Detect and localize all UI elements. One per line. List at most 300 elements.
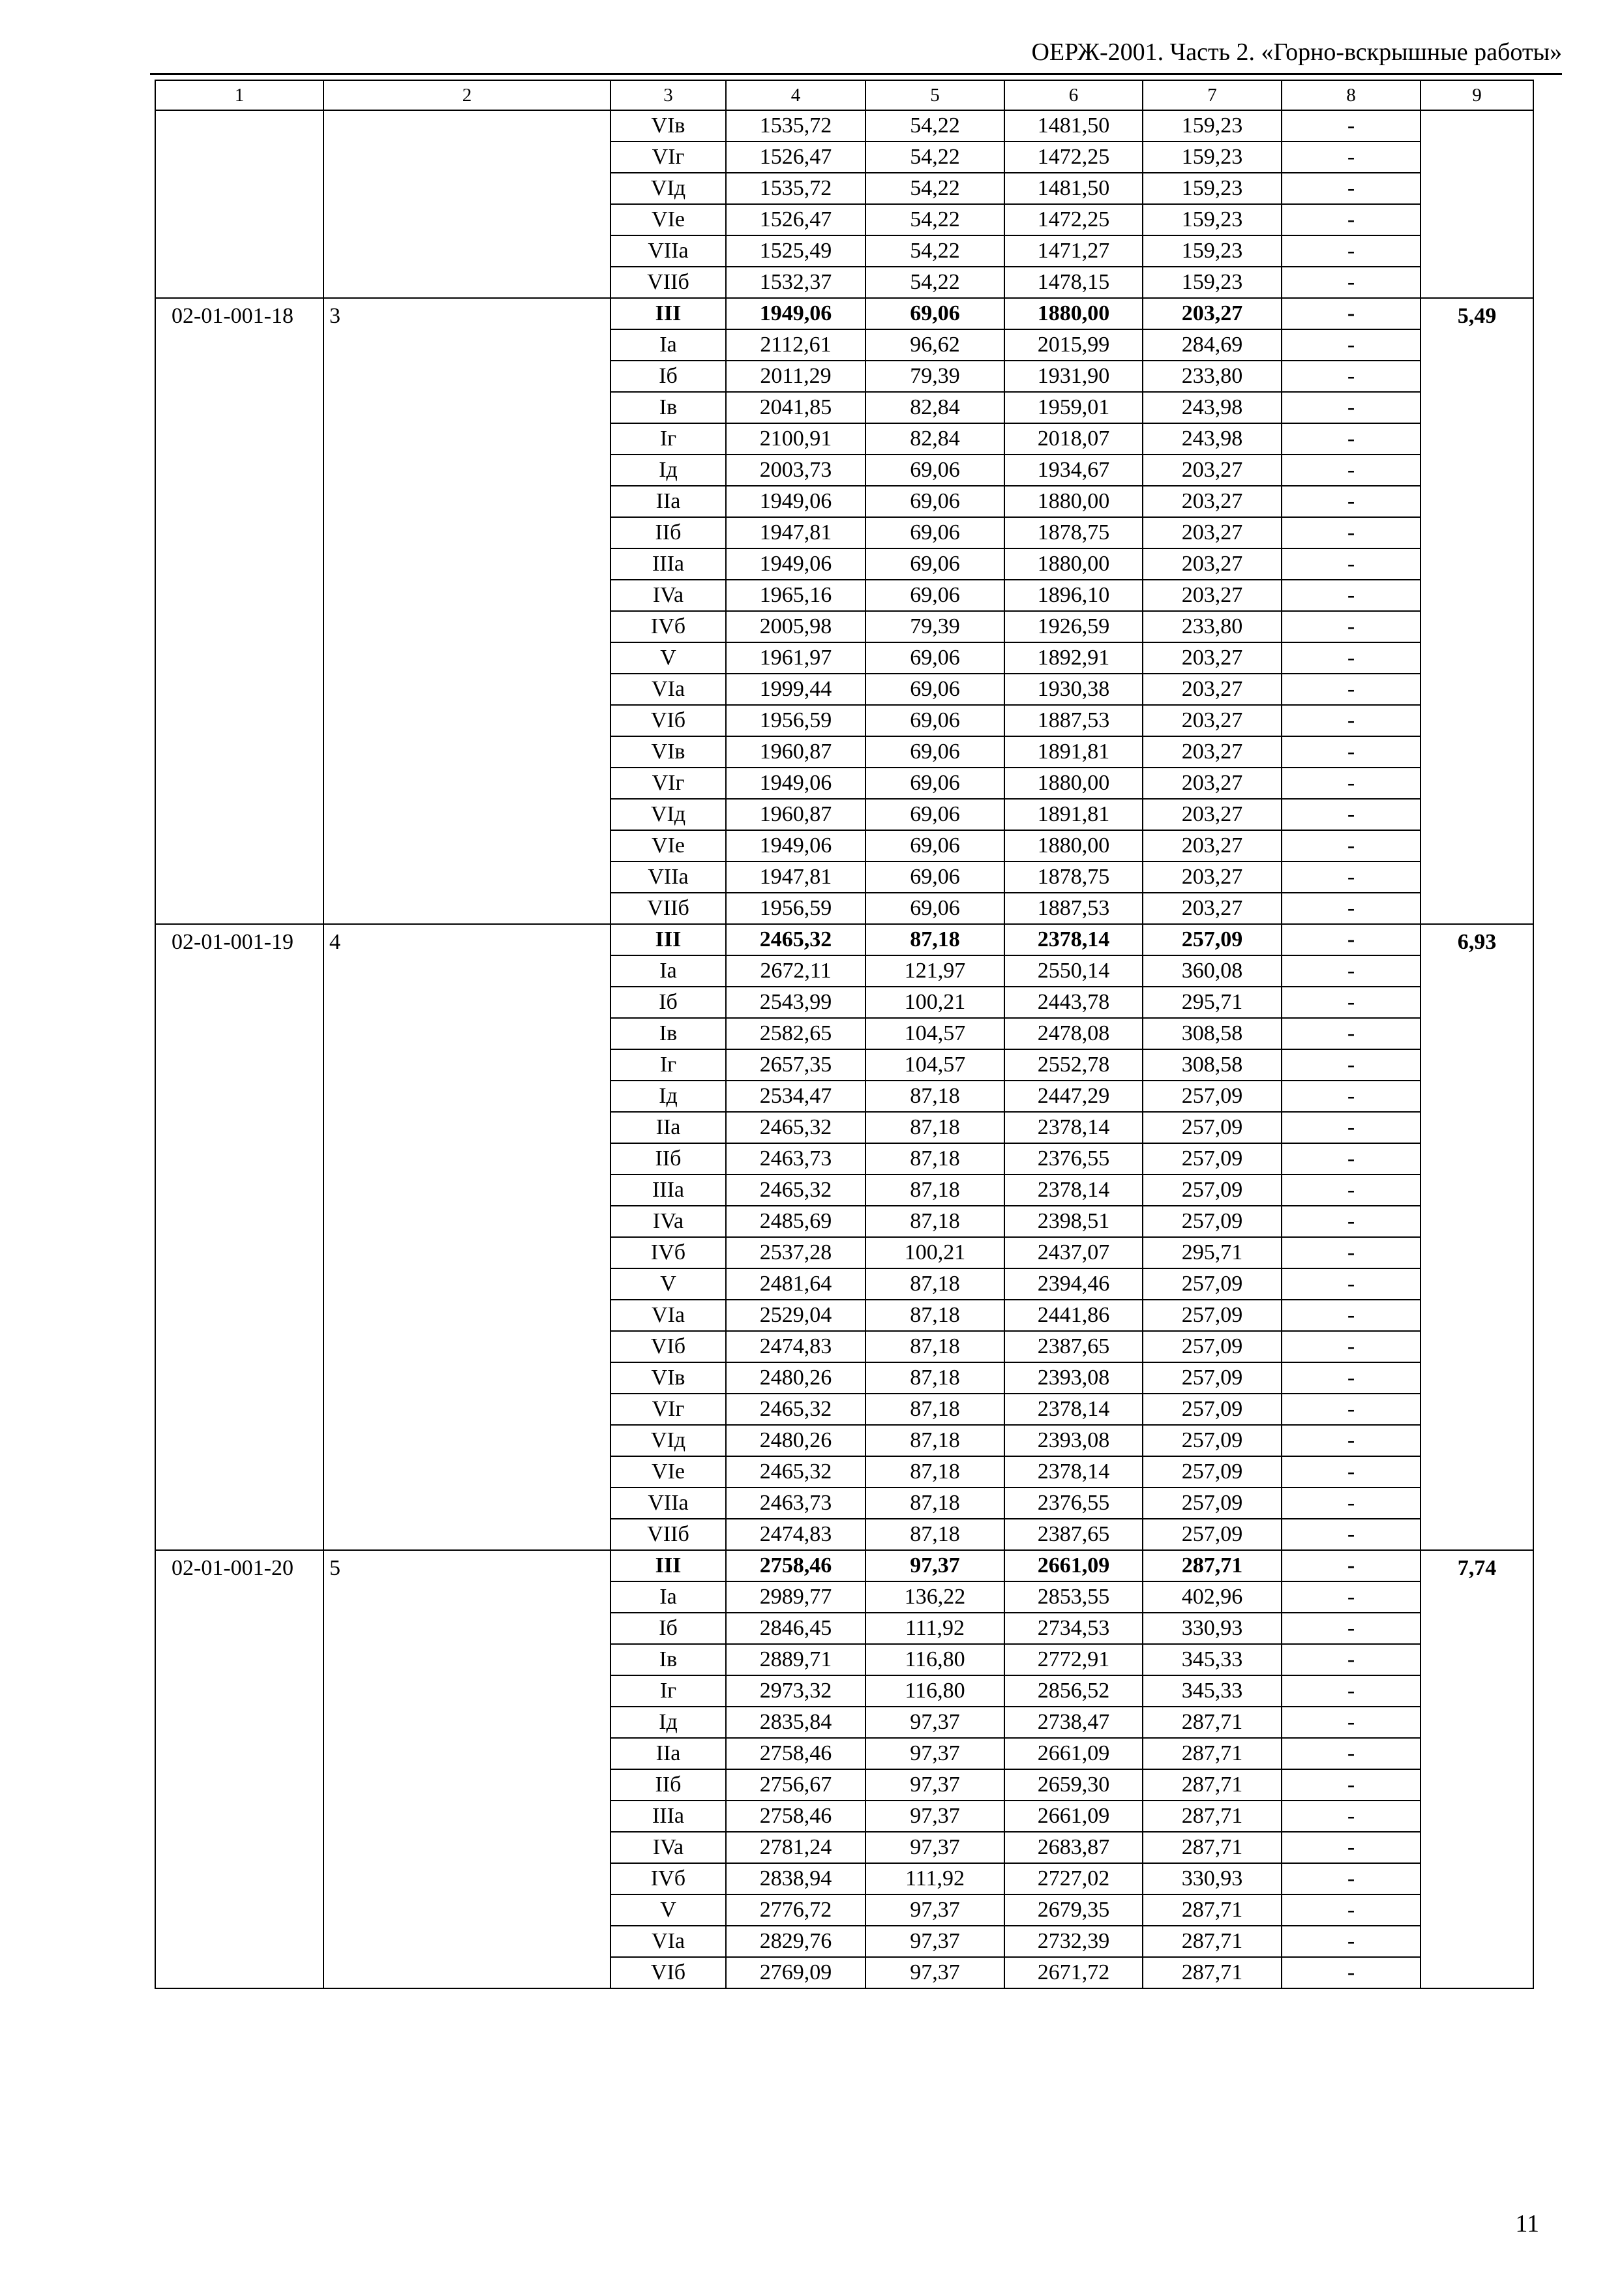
value-cell: 69,06 (865, 768, 1004, 799)
value-cell: - (1282, 392, 1421, 423)
page-header-title: ОЕРЖ-2001. Часть 2. «Горно-вскрышные работы» (1031, 38, 1562, 66)
value-cell: 1535,72 (726, 110, 865, 142)
value-cell: 1532,37 (726, 267, 865, 298)
zone-cell: Iг (610, 423, 726, 455)
zone-cell: VIIб (610, 893, 726, 924)
zone-cell: Iб (610, 361, 726, 392)
value-cell: 87,18 (865, 1488, 1004, 1519)
zone-cell: VIв (610, 110, 726, 142)
value-cell: - (1282, 235, 1421, 267)
zone-cell: IVб (610, 1863, 726, 1894)
rate-code-cell: 02-01-001-20 (155, 1550, 323, 1988)
value-cell: - (1282, 768, 1421, 799)
value-cell: - (1282, 611, 1421, 642)
value-cell: 54,22 (865, 173, 1004, 204)
rates-table (155, 80, 1534, 1989)
value-cell: 116,80 (865, 1644, 1004, 1675)
value-cell: 1956,59 (726, 705, 865, 736)
value-cell: 1931,90 (1004, 361, 1143, 392)
value-cell: 2732,39 (1004, 1926, 1143, 1957)
zone-cell: VIб (610, 705, 726, 736)
page-number: 11 (1515, 2210, 1539, 2237)
value-cell: 287,71 (1143, 1832, 1282, 1863)
zone-cell: IIIa (610, 1174, 726, 1206)
value-cell: 1930,38 (1004, 674, 1143, 705)
value-cell: 1949,06 (726, 768, 865, 799)
column-number-cell: 4 (726, 80, 865, 110)
value-cell: 2856,52 (1004, 1675, 1143, 1707)
zone-cell: VIб (610, 1331, 726, 1362)
value-cell: 257,09 (1143, 1519, 1282, 1550)
value-cell: 2683,87 (1004, 1832, 1143, 1863)
value-cell: 69,06 (865, 642, 1004, 674)
value-cell: 2661,09 (1004, 1801, 1143, 1832)
value-cell: 111,92 (865, 1863, 1004, 1894)
value-cell: 2671,72 (1004, 1957, 1143, 1988)
value-cell: 87,18 (865, 1362, 1004, 1394)
zone-cell: IVa (610, 1206, 726, 1237)
value-cell: 2480,26 (726, 1425, 865, 1456)
value-cell: 69,06 (865, 580, 1004, 611)
value-cell: 402,96 (1143, 1581, 1282, 1613)
value-cell: 2387,65 (1004, 1331, 1143, 1362)
column-number-cell: 5 (865, 80, 1004, 110)
value-cell: 287,71 (1143, 1550, 1282, 1581)
value-cell: - (1282, 1957, 1421, 1988)
value-cell: - (1282, 642, 1421, 674)
total-cell: 6,93 (1421, 924, 1533, 1550)
value-cell: 54,22 (865, 204, 1004, 235)
value-cell: 345,33 (1143, 1644, 1282, 1675)
zone-cell: V (610, 1268, 726, 1300)
value-cell: 1535,72 (726, 173, 865, 204)
value-cell: 295,71 (1143, 1237, 1282, 1268)
value-cell: 2734,53 (1004, 1613, 1143, 1644)
value-cell: - (1282, 329, 1421, 361)
value-cell: 203,27 (1143, 830, 1282, 861)
value-cell: 1481,50 (1004, 110, 1143, 142)
zone-cell: VIIa (610, 861, 726, 893)
value-cell: 2769,09 (726, 1957, 865, 1988)
zone-cell: IIa (610, 1738, 726, 1769)
rate-count-cell: 5 (323, 1550, 610, 1988)
zone-cell: VIд (610, 1425, 726, 1456)
value-cell: 87,18 (865, 1519, 1004, 1550)
value-cell: - (1282, 674, 1421, 705)
value-cell: - (1282, 267, 1421, 298)
value-cell: 203,27 (1143, 298, 1282, 329)
zone-cell: Ia (610, 1581, 726, 1613)
zone-cell: VIa (610, 674, 726, 705)
value-cell: 2011,29 (726, 361, 865, 392)
value-cell: 2529,04 (726, 1300, 865, 1331)
value-cell: 69,06 (865, 517, 1004, 548)
value-cell: 2657,35 (726, 1049, 865, 1081)
value-cell: 203,27 (1143, 736, 1282, 768)
value-cell: 2112,61 (726, 329, 865, 361)
zone-cell: Iд (610, 1081, 726, 1112)
rate-count-cell (323, 110, 610, 298)
zone-cell: VIв (610, 736, 726, 768)
zone-cell: IIIa (610, 1801, 726, 1832)
zone-cell: VIг (610, 142, 726, 173)
value-cell: - (1282, 1018, 1421, 1049)
value-cell: 2465,32 (726, 1112, 865, 1143)
value-cell: 257,09 (1143, 1331, 1282, 1362)
value-cell: 2441,86 (1004, 1300, 1143, 1331)
value-cell: 287,71 (1143, 1957, 1282, 1988)
value-cell: 1891,81 (1004, 736, 1143, 768)
value-cell: 1880,00 (1004, 298, 1143, 329)
value-cell: 330,93 (1143, 1613, 1282, 1644)
value-cell: 257,09 (1143, 1300, 1282, 1331)
value-cell: 2393,08 (1004, 1425, 1143, 1456)
column-number-cell: 2 (323, 80, 610, 110)
zone-cell: IVa (610, 1832, 726, 1863)
value-cell: 2534,47 (726, 1081, 865, 1112)
value-cell: 203,27 (1143, 893, 1282, 924)
value-cell: 257,09 (1143, 1362, 1282, 1394)
zone-cell: IIIa (610, 548, 726, 580)
value-cell: 2465,32 (726, 924, 865, 955)
zone-cell: IIб (610, 1143, 726, 1174)
value-cell: 2776,72 (726, 1894, 865, 1926)
value-cell: 1878,75 (1004, 517, 1143, 548)
value-cell: 2537,28 (726, 1237, 865, 1268)
value-cell: 2378,14 (1004, 1174, 1143, 1206)
value-cell: 257,09 (1143, 1081, 1282, 1112)
value-cell: - (1282, 361, 1421, 392)
value-cell: 203,27 (1143, 705, 1282, 736)
value-cell: 1947,81 (726, 861, 865, 893)
zone-cell: VIг (610, 1394, 726, 1425)
zone-cell: VIe (610, 1456, 726, 1488)
zone-cell: IVб (610, 1237, 726, 1268)
value-cell: - (1282, 1926, 1421, 1957)
value-cell: 87,18 (865, 1268, 1004, 1300)
zone-cell: IIa (610, 486, 726, 517)
value-cell: 2376,55 (1004, 1488, 1143, 1519)
zone-cell: VIIб (610, 1519, 726, 1550)
zone-cell: Iд (610, 1707, 726, 1738)
value-cell: 111,92 (865, 1613, 1004, 1644)
value-cell: 2853,55 (1004, 1581, 1143, 1613)
table-row (155, 298, 1533, 329)
value-cell: 2679,35 (1004, 1894, 1143, 1926)
value-cell: - (1282, 517, 1421, 548)
value-cell: - (1282, 1644, 1421, 1675)
value-cell: 1880,00 (1004, 830, 1143, 861)
value-cell: 203,27 (1143, 486, 1282, 517)
value-cell: 1949,06 (726, 830, 865, 861)
value-cell: 233,80 (1143, 611, 1282, 642)
value-cell: 2661,09 (1004, 1738, 1143, 1769)
value-cell: 257,09 (1143, 1112, 1282, 1143)
value-cell: - (1282, 799, 1421, 830)
zone-cell: VIг (610, 768, 726, 799)
value-cell: 69,06 (865, 705, 1004, 736)
value-cell: - (1282, 1394, 1421, 1425)
zone-cell: IIб (610, 1769, 726, 1801)
value-cell: 97,37 (865, 1707, 1004, 1738)
column-number-cell: 9 (1421, 80, 1533, 110)
value-cell: 2480,26 (726, 1362, 865, 1394)
value-cell: 1880,00 (1004, 486, 1143, 517)
zone-cell: IIa (610, 1112, 726, 1143)
value-cell: - (1282, 1769, 1421, 1801)
value-cell: 2973,32 (726, 1675, 865, 1707)
zone-cell: VIe (610, 830, 726, 861)
value-cell: 287,71 (1143, 1894, 1282, 1926)
value-cell: 159,23 (1143, 110, 1282, 142)
column-number-cell: 6 (1004, 80, 1143, 110)
value-cell: 97,37 (865, 1957, 1004, 1988)
value-cell: 121,97 (865, 955, 1004, 987)
value-cell: - (1282, 1112, 1421, 1143)
value-cell: 1947,81 (726, 517, 865, 548)
value-cell: - (1282, 486, 1421, 517)
value-cell: 1880,00 (1004, 548, 1143, 580)
value-cell: 1481,50 (1004, 173, 1143, 204)
value-cell: 2378,14 (1004, 1112, 1143, 1143)
value-cell: - (1282, 1613, 1421, 1644)
value-cell: 2829,76 (726, 1926, 865, 1957)
value-cell: 1472,25 (1004, 142, 1143, 173)
value-cell: 87,18 (865, 1456, 1004, 1488)
value-cell: 159,23 (1143, 235, 1282, 267)
value-cell: 1891,81 (1004, 799, 1143, 830)
value-cell: 2003,73 (726, 455, 865, 486)
value-cell: 1934,67 (1004, 455, 1143, 486)
value-cell: 69,06 (865, 799, 1004, 830)
column-number-cell: 7 (1143, 80, 1282, 110)
value-cell: 97,37 (865, 1926, 1004, 1957)
value-cell: 2478,08 (1004, 1018, 1143, 1049)
value-cell: 295,71 (1143, 987, 1282, 1018)
zone-cell: IVб (610, 611, 726, 642)
value-cell: 2543,99 (726, 987, 865, 1018)
value-cell: - (1282, 1801, 1421, 1832)
value-cell: 257,09 (1143, 1174, 1282, 1206)
value-cell: 243,98 (1143, 423, 1282, 455)
value-cell: - (1282, 705, 1421, 736)
value-cell: - (1282, 955, 1421, 987)
value-cell: 54,22 (865, 110, 1004, 142)
value-cell: - (1282, 1049, 1421, 1081)
value-cell: - (1282, 1738, 1421, 1769)
zone-cell: III (610, 924, 726, 955)
value-cell: 2100,91 (726, 423, 865, 455)
value-cell: - (1282, 1488, 1421, 1519)
value-cell: 257,09 (1143, 1456, 1282, 1488)
zone-cell: VIIa (610, 235, 726, 267)
value-cell: 69,06 (865, 486, 1004, 517)
value-cell: 1878,75 (1004, 861, 1143, 893)
value-cell: 1949,06 (726, 486, 865, 517)
value-cell: 360,08 (1143, 955, 1282, 987)
zone-cell: III (610, 1550, 726, 1581)
value-cell: 97,37 (865, 1801, 1004, 1832)
value-cell: 287,71 (1143, 1707, 1282, 1738)
zone-cell: IIб (610, 517, 726, 548)
value-cell: 2758,46 (726, 1738, 865, 1769)
value-cell: - (1282, 455, 1421, 486)
value-cell: 2727,02 (1004, 1863, 1143, 1894)
value-cell: - (1282, 1894, 1421, 1926)
value-cell: 2756,67 (726, 1769, 865, 1801)
value-cell: 1961,97 (726, 642, 865, 674)
value-cell: 345,33 (1143, 1675, 1282, 1707)
value-cell: 2672,11 (726, 955, 865, 987)
rate-code-cell: 02-01-001-19 (155, 924, 323, 1550)
value-cell: 257,09 (1143, 1488, 1282, 1519)
value-cell: - (1282, 1581, 1421, 1613)
value-cell: 2838,94 (726, 1863, 865, 1894)
value-cell: 2463,73 (726, 1143, 865, 1174)
zone-cell: Iв (610, 1018, 726, 1049)
value-cell: - (1282, 830, 1421, 861)
value-cell: 96,62 (865, 329, 1004, 361)
value-cell: 2781,24 (726, 1832, 865, 1863)
value-cell: 69,06 (865, 861, 1004, 893)
value-cell: 2394,46 (1004, 1268, 1143, 1300)
value-cell: 2387,65 (1004, 1519, 1143, 1550)
value-cell: 203,27 (1143, 517, 1282, 548)
value-cell: 82,84 (865, 392, 1004, 423)
total-cell (1421, 110, 1533, 298)
value-cell: 2465,32 (726, 1394, 865, 1425)
value-cell: 2550,14 (1004, 955, 1143, 987)
zone-cell: Iб (610, 987, 726, 1018)
value-cell: 1926,59 (1004, 611, 1143, 642)
value-cell: 116,80 (865, 1675, 1004, 1707)
rate-code-cell (155, 110, 323, 298)
value-cell: 2378,14 (1004, 1394, 1143, 1425)
value-cell: 203,27 (1143, 768, 1282, 799)
value-cell: 100,21 (865, 1237, 1004, 1268)
value-cell: - (1282, 1675, 1421, 1707)
value-cell: 97,37 (865, 1550, 1004, 1581)
value-cell: - (1282, 1331, 1421, 1362)
value-cell: 1960,87 (726, 799, 865, 830)
value-cell: 82,84 (865, 423, 1004, 455)
value-cell: 257,09 (1143, 1394, 1282, 1425)
value-cell: 79,39 (865, 361, 1004, 392)
value-cell: 159,23 (1143, 142, 1282, 173)
value-cell: 287,71 (1143, 1926, 1282, 1957)
value-cell: 2661,09 (1004, 1550, 1143, 1581)
value-cell: 2552,78 (1004, 1049, 1143, 1081)
zone-cell: Iб (610, 1613, 726, 1644)
value-cell: 159,23 (1143, 173, 1282, 204)
value-cell: 54,22 (865, 142, 1004, 173)
column-number-cell: 8 (1282, 80, 1421, 110)
value-cell: 159,23 (1143, 204, 1282, 235)
value-cell: - (1282, 861, 1421, 893)
zone-cell: VIIб (610, 267, 726, 298)
zone-cell: Ia (610, 329, 726, 361)
value-cell: 203,27 (1143, 548, 1282, 580)
value-cell: 330,93 (1143, 1863, 1282, 1894)
value-cell: - (1282, 580, 1421, 611)
value-cell: 69,06 (865, 298, 1004, 329)
value-cell: 284,69 (1143, 329, 1282, 361)
value-cell: 2437,07 (1004, 1237, 1143, 1268)
value-cell: 1949,06 (726, 548, 865, 580)
value-cell: - (1282, 736, 1421, 768)
value-cell: 2582,65 (726, 1018, 865, 1049)
value-cell: - (1282, 1863, 1421, 1894)
value-cell: - (1282, 924, 1421, 955)
value-cell: 2465,32 (726, 1456, 865, 1488)
zone-cell: VIa (610, 1926, 726, 1957)
value-cell: 97,37 (865, 1738, 1004, 1769)
value-cell: 203,27 (1143, 455, 1282, 486)
value-cell: 87,18 (865, 1331, 1004, 1362)
value-cell: - (1282, 1237, 1421, 1268)
value-cell: 1887,53 (1004, 893, 1143, 924)
value-cell: 2015,99 (1004, 329, 1143, 361)
value-cell: 308,58 (1143, 1049, 1282, 1081)
value-cell: - (1282, 1519, 1421, 1550)
column-number-cell: 1 (155, 80, 323, 110)
value-cell: - (1282, 1081, 1421, 1112)
value-cell: 2041,85 (726, 392, 865, 423)
value-cell: 287,71 (1143, 1738, 1282, 1769)
value-cell: 104,57 (865, 1018, 1004, 1049)
zone-cell: V (610, 642, 726, 674)
value-cell: 257,09 (1143, 924, 1282, 955)
value-cell: 233,80 (1143, 361, 1282, 392)
value-cell: - (1282, 987, 1421, 1018)
value-cell: 69,06 (865, 674, 1004, 705)
zone-cell: Iд (610, 455, 726, 486)
value-cell: 2758,46 (726, 1550, 865, 1581)
value-cell: 2989,77 (726, 1581, 865, 1613)
value-cell: 2378,14 (1004, 924, 1143, 955)
value-cell: 243,98 (1143, 392, 1282, 423)
total-cell: 5,49 (1421, 298, 1533, 924)
value-cell: 1880,00 (1004, 768, 1143, 799)
value-cell: - (1282, 173, 1421, 204)
value-cell: 257,09 (1143, 1206, 1282, 1237)
value-cell: 69,06 (865, 455, 1004, 486)
value-cell: 2659,30 (1004, 1769, 1143, 1801)
value-cell: 2835,84 (726, 1707, 865, 1738)
value-cell: 203,27 (1143, 799, 1282, 830)
value-cell: - (1282, 1832, 1421, 1863)
value-cell: 1960,87 (726, 736, 865, 768)
value-cell: 100,21 (865, 987, 1004, 1018)
value-cell: - (1282, 1456, 1421, 1488)
table-body (155, 80, 1533, 1988)
value-cell: 1478,15 (1004, 267, 1143, 298)
value-cell: - (1282, 298, 1421, 329)
value-cell: - (1282, 1362, 1421, 1394)
value-cell: - (1282, 1550, 1421, 1581)
value-cell: 1892,91 (1004, 642, 1143, 674)
value-cell: 2758,46 (726, 1801, 865, 1832)
value-cell: 87,18 (865, 1394, 1004, 1425)
zone-cell: VIд (610, 173, 726, 204)
value-cell: - (1282, 893, 1421, 924)
value-cell: 54,22 (865, 267, 1004, 298)
value-cell: 87,18 (865, 1081, 1004, 1112)
value-cell: - (1282, 1707, 1421, 1738)
zone-cell: VIв (610, 1362, 726, 1394)
value-cell: 1959,01 (1004, 392, 1143, 423)
value-cell: 287,71 (1143, 1769, 1282, 1801)
